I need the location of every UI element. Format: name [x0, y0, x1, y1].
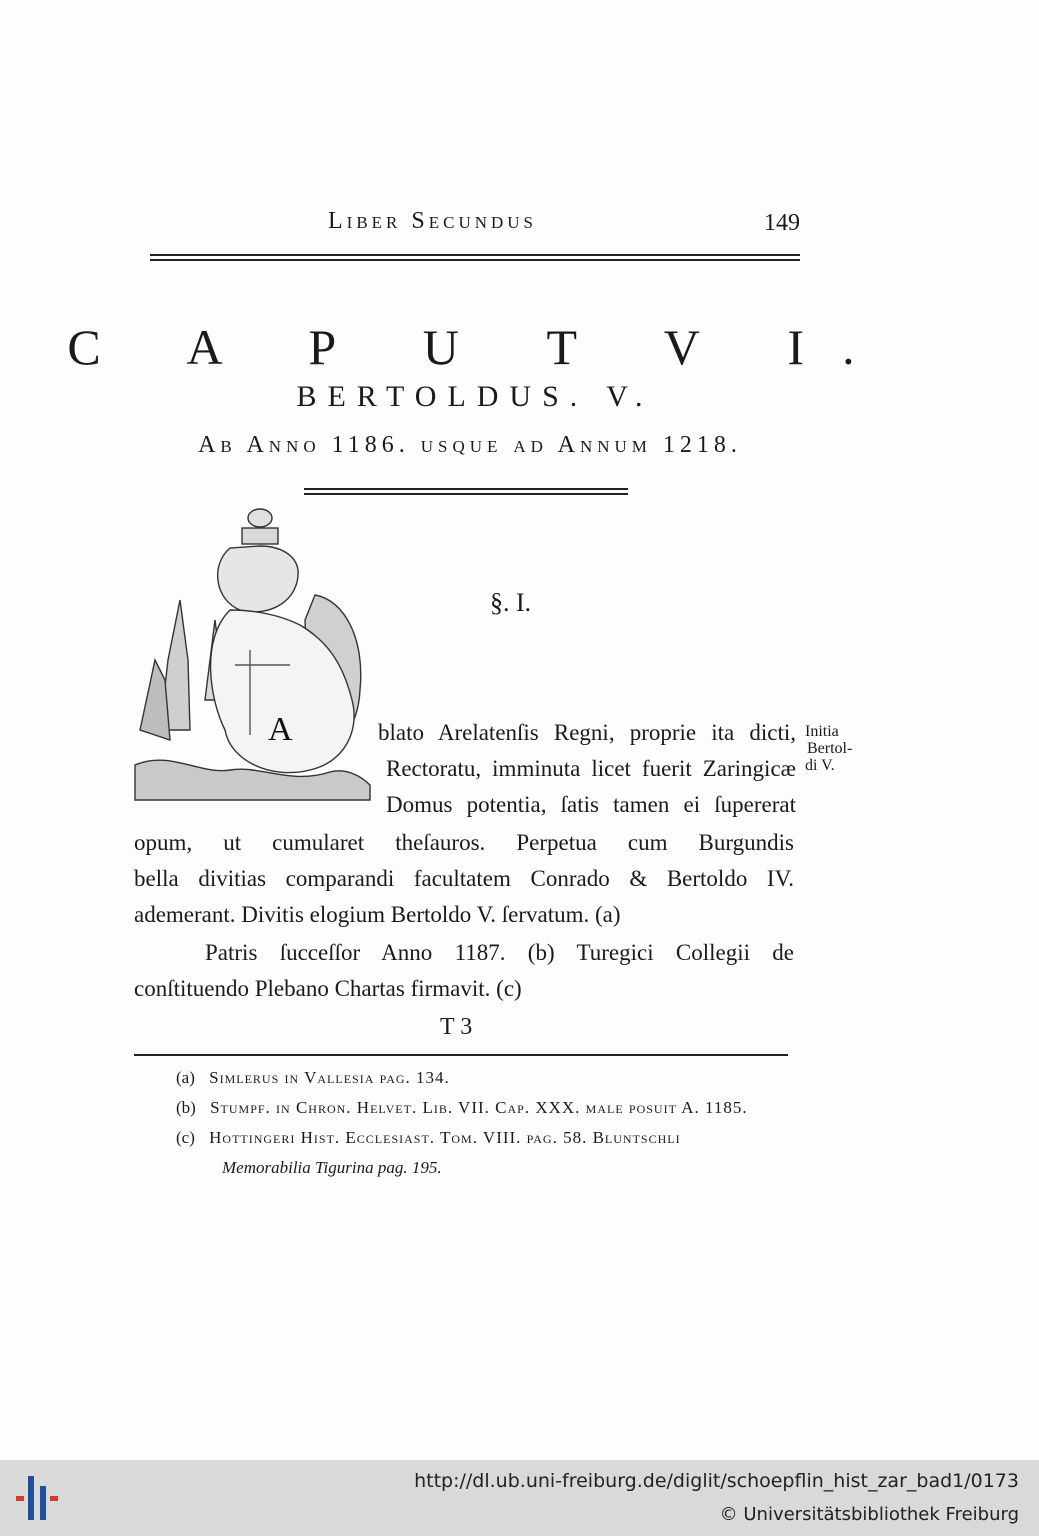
body-line-2: Rectoratu, imminuta licet fuerit Zaringicæ — [386, 756, 796, 781]
footnote-text: Memorabilia Tigurina pag. 195. — [222, 1158, 442, 1177]
footnote-mark: (c) — [176, 1128, 195, 1147]
body-line-1: blato Arelatenſis Regni, proprie ita dicti, — [378, 720, 796, 745]
decorative-initial-ornament — [130, 500, 375, 805]
footnote-b — [176, 1098, 748, 1118]
signature-mark: T 3 — [440, 1014, 473, 1040]
footnote-text: Hottingeri Hiſt. Eccleſiaſt. Tom. VIII. pag. 58. Bluntschli — [209, 1128, 681, 1147]
footnote-mark: (b) — [176, 1098, 196, 1117]
chapter-subtitle: BERTOLDUS. V. — [296, 380, 654, 413]
chapter-rule — [304, 488, 628, 495]
footnote-a — [176, 1068, 450, 1088]
section-mark: §. I. — [490, 588, 532, 617]
footnote-text: Stumpf. in Chron. Helvet. Lib. VII. Cap. XXX. male poſuit A. 1185. — [210, 1098, 748, 1117]
body-line-5: bella divitias comparandi facultatem Conrado & Bertoldo IV. — [134, 866, 794, 891]
body-line-8: conſtituendo Plebano Chartas firmavit. (c) — [134, 976, 522, 1001]
initial-letter: A — [268, 711, 293, 748]
marginal-line-3: di V. — [805, 757, 835, 774]
footnote-text: Simlerus in Valleſia pag. 134. — [209, 1068, 450, 1087]
marginal-note — [805, 723, 875, 774]
header-rule — [150, 254, 800, 261]
chapter-years: Ab Anno 1186. usque ad Annum 1218. — [198, 432, 742, 458]
document-url-link[interactable]: http://dl.ub.uni-freiburg.de/diglit/schoepflin_hist_zar_bad1/0173 — [414, 1470, 1019, 1492]
chapter-title: C A P U T V I. — [67, 319, 893, 375]
running-title: Liber Secundus — [328, 208, 538, 234]
library-logo-icon[interactable] — [14, 1472, 66, 1524]
body-line-4: opum, ut cumularet theſauros. Perpetua cum Burgundis — [134, 830, 794, 855]
page-number: 149 — [764, 210, 800, 236]
copyright-text: © Universitätsbibliothek Freiburg — [719, 1504, 1019, 1525]
footnote-mark: (a) — [176, 1068, 195, 1087]
body-line-7: Patris ſucceſſor Anno 1187. (b) Turegici Collegii de — [205, 940, 794, 965]
footnote-c-continued — [222, 1158, 442, 1178]
footnote-rule — [134, 1054, 788, 1056]
viewer-footer — [0, 1460, 1039, 1536]
marginal-line-2: Bertol- — [807, 740, 853, 757]
running-head — [150, 208, 800, 242]
footnote-c — [176, 1128, 681, 1148]
marginal-line-1: Initia — [805, 723, 839, 740]
body-line-6: ademerant. Divitis elogium Bertoldo V. ſervatum. (a) — [134, 902, 621, 927]
body-line-3: Domus potentia, ſatis tamen ei ſupererat — [386, 792, 796, 817]
